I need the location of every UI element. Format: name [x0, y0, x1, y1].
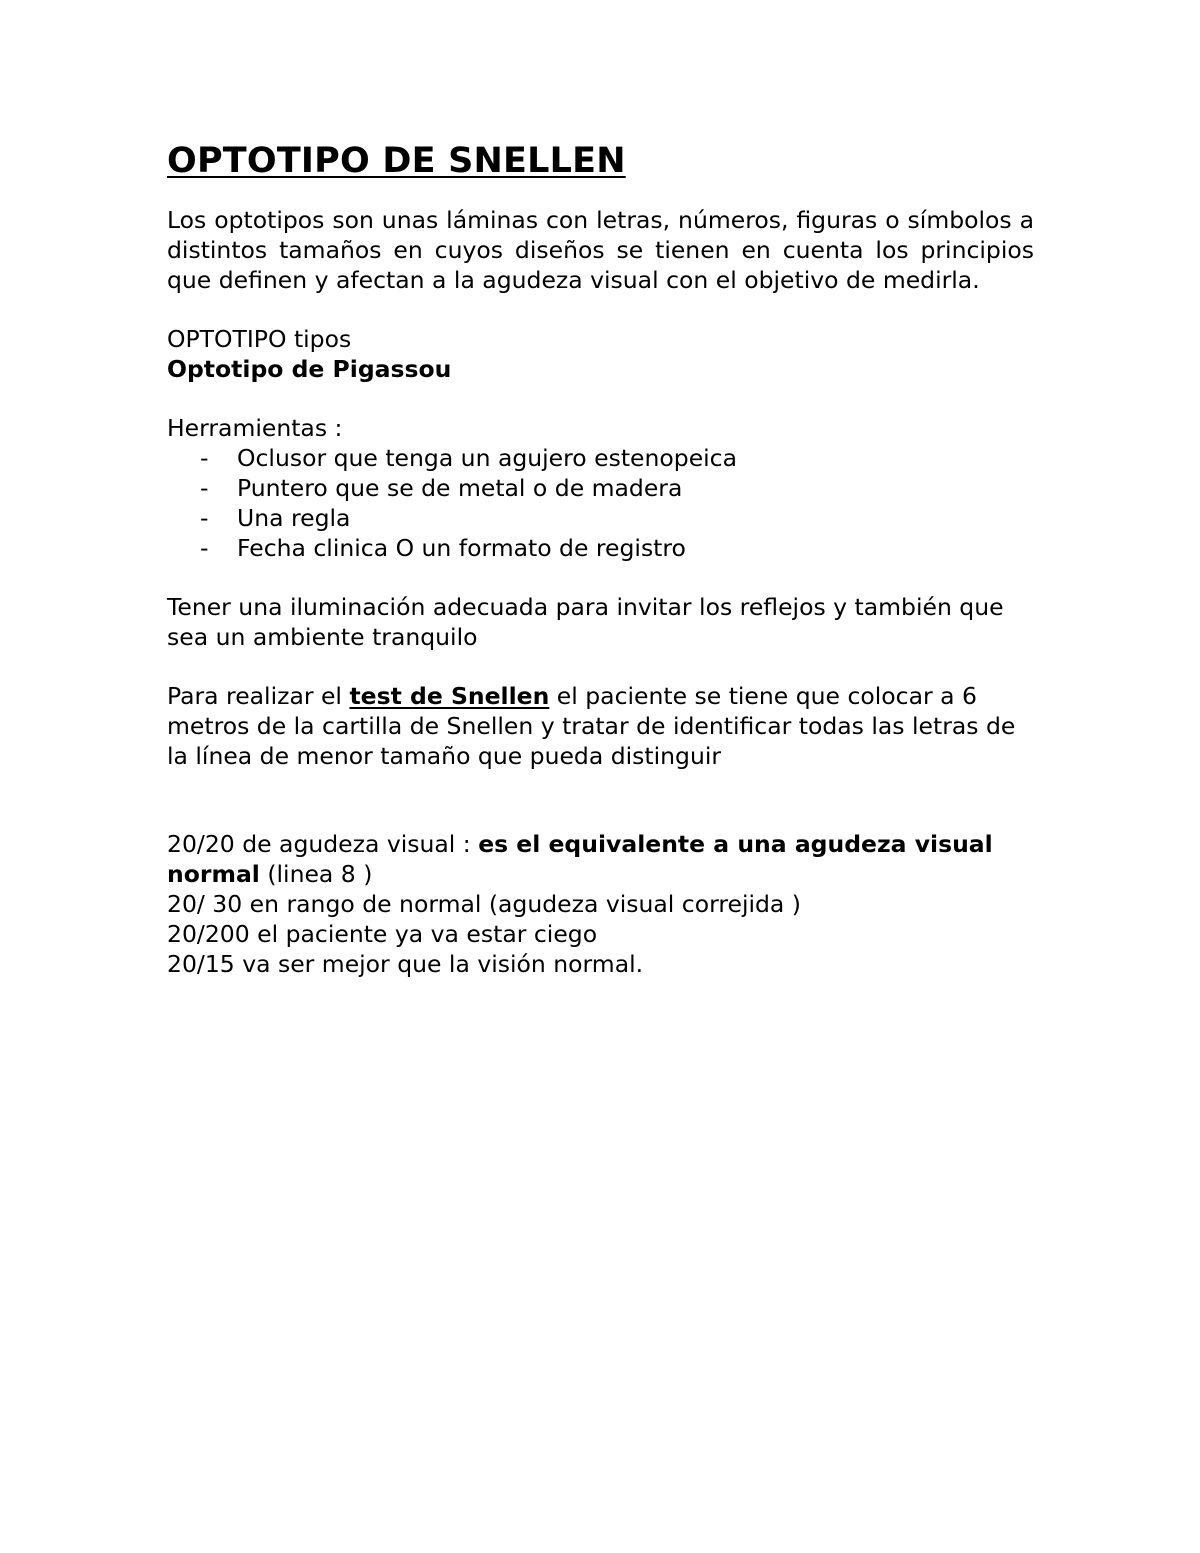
result-20-20-definition: es el equivalente a una agudeza visual normal [167, 830, 993, 888]
dash-bullet: - [200, 444, 209, 472]
result-20-20-suffix: (linea 8 ) [259, 860, 373, 888]
spacer [167, 384, 1034, 413]
test-text-after: el paciente se tiene que colocar a 6 metros de la cartilla de Snellen y tratar de identificar todas las letras de la línea de menor tamaño que pueda distinguir [167, 682, 1016, 770]
page-title: OPTOTIPO DE SNELLEN [167, 141, 626, 181]
intro-paragraph: Los optotipos son unas láminas con letras, números, figuras o símbolos a distintos tamaños en cuyos diseños se tienen en cuenta los principios que definen y afectan a la agudeza visual con el objetivo de medirla. [167, 206, 1034, 294]
list-item [200, 443, 1034, 473]
tools-label: Herramientas : [167, 414, 343, 442]
dash-bullet: - [200, 534, 209, 562]
result-line-20-30: 20/ 30 en rango de normal (agudeza visual correjida ) [167, 890, 801, 918]
types-label: OPTOTIPO tipos [167, 325, 352, 353]
type-name: Optotipo de Pigassou [167, 355, 452, 383]
list-item-text: Oclusor que tenga un agujero estenopeica [237, 444, 738, 472]
lighting-paragraph: Tener una iluminación adecuada para invitar los reflejos y también que sea un ambiente tranquilo [167, 593, 1004, 651]
list-item [200, 473, 1034, 503]
spacer [167, 563, 1034, 592]
dash-bullet: - [200, 474, 209, 502]
result-line-20-15: 20/15 va ser mejor que la visión normal. [167, 950, 644, 978]
list-item-text: Puntero que se de metal o de madera [237, 474, 683, 502]
list-item-text: Una regla [237, 504, 351, 532]
spacer [167, 295, 1034, 324]
list-item-text: Fecha clinica O un formato de registro [237, 534, 686, 562]
result-20-20-prefix: 20/20 de agudeza visual : [167, 830, 479, 858]
result-line-20-200: 20/200 el paciente ya va estar ciego [167, 920, 598, 948]
list-item [200, 533, 1034, 563]
test-of-snellen-term: test de Snellen [349, 682, 550, 710]
spacer [167, 800, 1034, 829]
result-line-20-20 [167, 829, 1034, 889]
list-item [200, 503, 1034, 533]
spacer [167, 652, 1034, 681]
test-paragraph [167, 681, 1034, 771]
tools-list [167, 443, 1034, 563]
test-text-before: Para realizar el [167, 682, 350, 710]
dash-bullet: - [200, 504, 209, 532]
spacer [167, 771, 1034, 800]
